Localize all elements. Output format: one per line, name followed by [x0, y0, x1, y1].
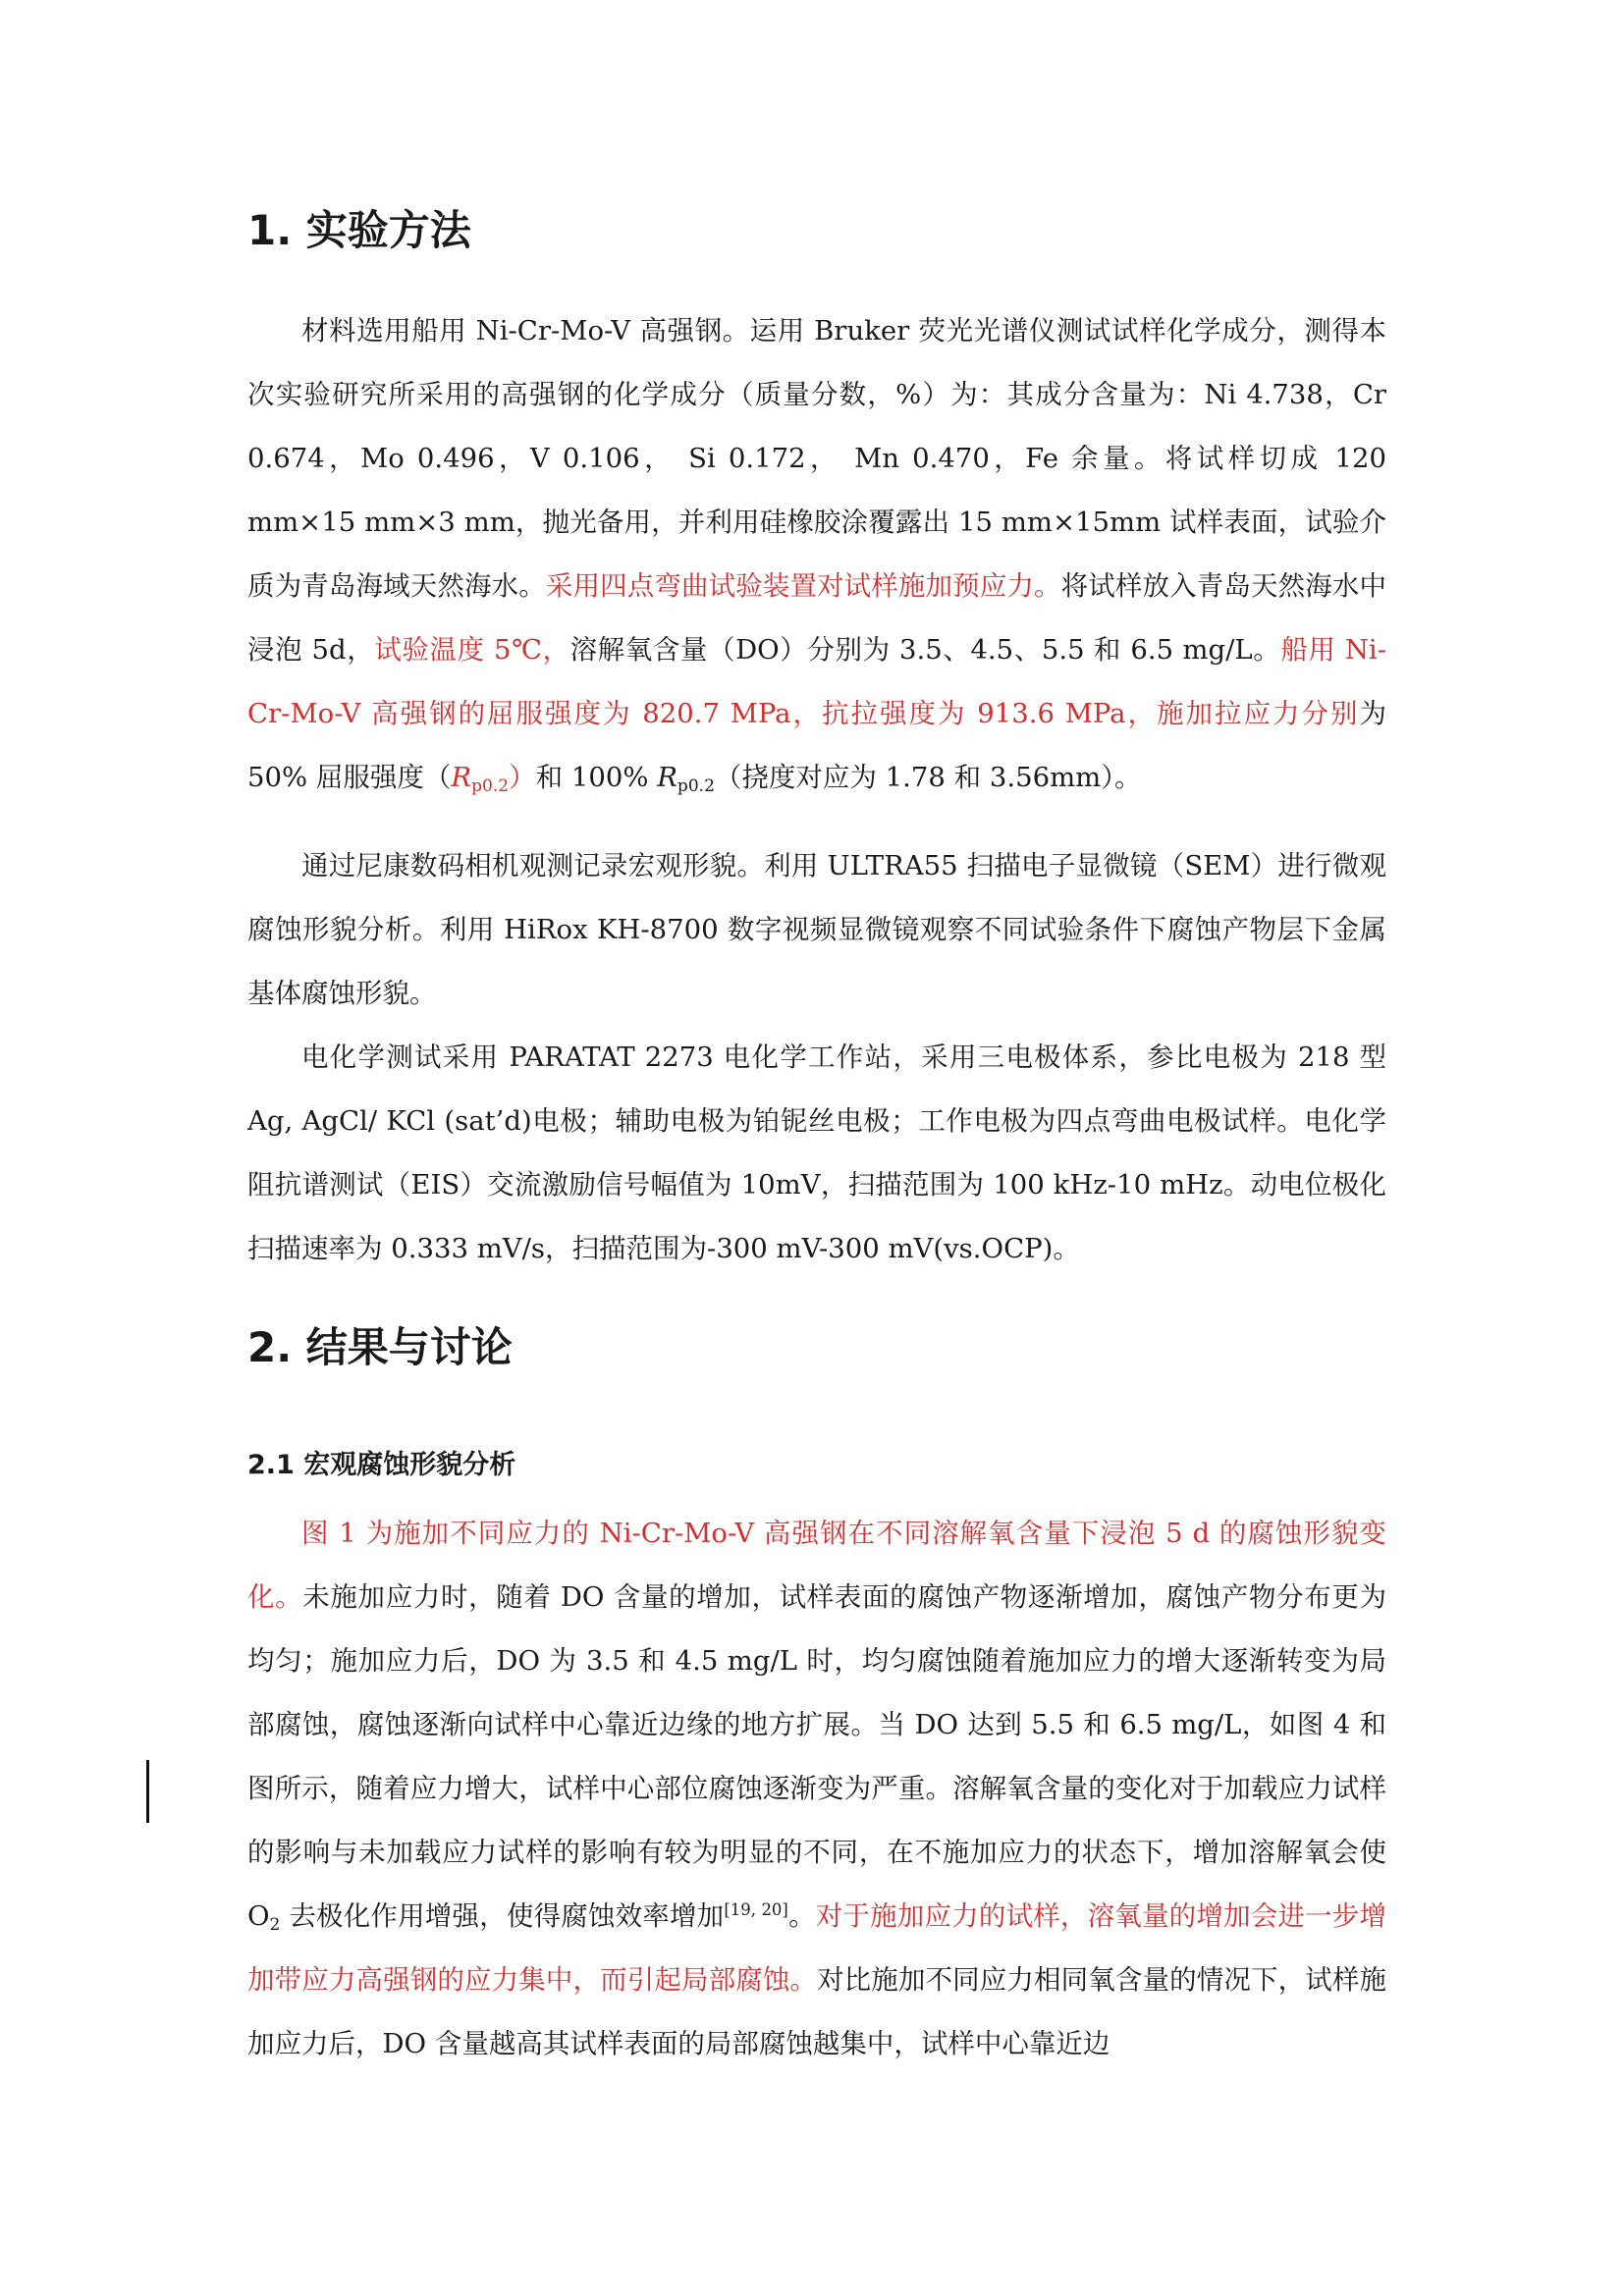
temperature-highlight: 试验温度 5℃，	[374, 634, 570, 666]
section-2-paragraph-1: 图 1 为施加不同应力的 Ni-Cr-Mo-V 高强钢在不同溶解氧含量下浸泡 5 d 的腐蚀形貌变化。未施加应力时，随着 DO 含量的增加，试样表面的腐蚀产物逐渐增加，腐蚀产物分布更为均匀；施加应力后，DO 为 3.5 和 4.5 mg/L 时，均匀腐蚀随着施加应力的增大逐渐转变为局部腐蚀，腐蚀逐渐向试样中心靠近边缘的地方扩展。当 DO 达到 5.5 和 6.5 mg/L，如图 4 和图所示，随着应力增大，试样中心部位腐蚀逐渐变为严重。溶解氧含量的变化对于加载应力试样的影响与未加载应力试样的影响有较为明显的不同，在不施加应力的状态下，增加溶解氧会使 $O_2$ 去极化作用增强，使得腐蚀效率增加[19, 20]。对于施加应力的试样，溶氧量的增加会进一步增加带应力高强钢的应力集中，而引起局部腐蚀。对比施加不同应力相同氧含量的情况下，试样施加应力后，DO 含量越高其试样表面的局部腐蚀越集中，试样中心靠近边	[247, 1518, 1387, 2059]
section-1-paragraph-1	[247, 299, 1386, 810]
strength-highlight: 船用 Ni-Cr-Mo-V 高强钢的屈服强度为 820.7 MPa，抗拉强度为 913.6 MPa，施加拉应力分别	[247, 634, 1386, 729]
stress-ratio-text: 为 50% 屈服强度（	[247, 698, 1386, 793]
figure-1-highlight: 图 1 为施加不同应力的 Ni-Cr-Mo-V 高强钢在不同溶解氧含量下浸泡 5 d 的腐蚀形貌变化。	[247, 1518, 1386, 1613]
comparison-text: 对比施加不同应力相同氧含量的情况下，试样施加应力后，DO 含量越高其试样表面的局部腐蚀越集中，试样中心靠近边	[247, 1964, 1386, 2059]
do-levels-text: 溶解氧含量（DO）分别为 3.5、4.5、5.5 和 6.5 mg/L。	[569, 634, 1281, 666]
text-cursor	[146, 1760, 149, 1823]
deflection-text: （挠度对应为 1.78 和 3.56mm）。	[714, 762, 1142, 793]
citation-19-20: [19, 20]	[724, 1900, 788, 1920]
subsection-2-1-heading: 2.1 宏观腐蚀形貌分析	[247, 1450, 516, 1480]
section-1-paragraph-3: 电化学测试采用 PARATAT 2273 电化学工作站，采用三电极体系，参比电极为 218 型 Ag, AgCl/ KCl (sat’d)电极；辅助电极为铂铌丝电极；工作电极为四点弯曲电极试样。电化学阻抗谱测试（EIS）交流激励信号幅值为 10mV，扫描范围为 100 kHz-10 mHz。动电位极化扫描速率为 0.333 mV/s，扫描范围为-300 mV-300 mV(vs.OCP)。	[247, 1041, 1386, 1264]
corrosion-text: 未施加应力时，随着 DO 含量的增加，试样表面的腐蚀产物逐渐增加，腐蚀产物分布更为均匀；施加应力后，DO 为 3.5 和 4.5 mg/L 时，均匀腐蚀随着施加应力的增大逐渐转变为局部腐蚀，腐蚀逐渐向试样中心靠近边缘的地方扩展。当 DO 达到 5.5 和 6.5 mg/L，如图 4 和图所示，随着应力增大，试样中心部位腐蚀逐渐变为严重。溶解氧含量的变化对于加载应力试样的影响与未加载应力试样的影响有较为明显的不同，在不施加应力的状态下，增加溶解氧会使 O	[247, 1581, 1387, 1932]
section-2-heading: 2. 结果与讨论	[247, 1323, 513, 1371]
depolarization-text: 去极化作用增强，使得腐蚀效率增加	[280, 1900, 725, 1932]
immersion-text: 将试样放入青岛天然海水中浸泡 5d，	[247, 570, 1387, 666]
materials-text: 材料选用船用 Ni-Cr-Mo-V 高强钢。运用 Bruker 荧光光谱仪测试试样化学成分，测得本次实验研究所采用的高强钢的化学成分（质量分数，%）为：其成分含量为：Ni 4.738，Cr 0.674，Mo 0.496，V 0.106， Si 0.172， Mn 0.470，Fe 余量。将试样切成 120 mm×15 mm×3 mm，抛光备用，并利用硅橡胶涂覆露出 15 mm×15mm 试样表面，试验介质为青岛海域天然海水。	[247, 315, 1386, 602]
section-1-paragraph-2: 通过尼康数码相机观测记录宏观形貌。利用 ULTRA55 扫描电子显微镜（SEM）进行微观腐蚀形貌分析。利用 HiRox KH-8700 数字视频显微镜观察不同试验条件下腐蚀产物层下金属基体腐蚀形貌。	[247, 850, 1386, 1009]
preload-highlight: 采用四点弯曲试验装置对试样施加预应力。	[545, 570, 1061, 602]
rp02-symbol-2: $R_{p0.2}$	[657, 762, 715, 796]
section-1-heading: 1. 实验方法	[247, 206, 471, 254]
o2-subscript: 2	[269, 1914, 281, 1935]
stress-100-text: 和 100%	[535, 762, 658, 793]
rp02-symbol-1: $R_{p0.2}$）	[451, 762, 536, 796]
stress-concentration-highlight: 对于施加应力的试样，溶氧量的增加会进一步增加带应力高强钢的应力集中，而引起局部腐蚀。	[247, 1900, 1386, 1996]
